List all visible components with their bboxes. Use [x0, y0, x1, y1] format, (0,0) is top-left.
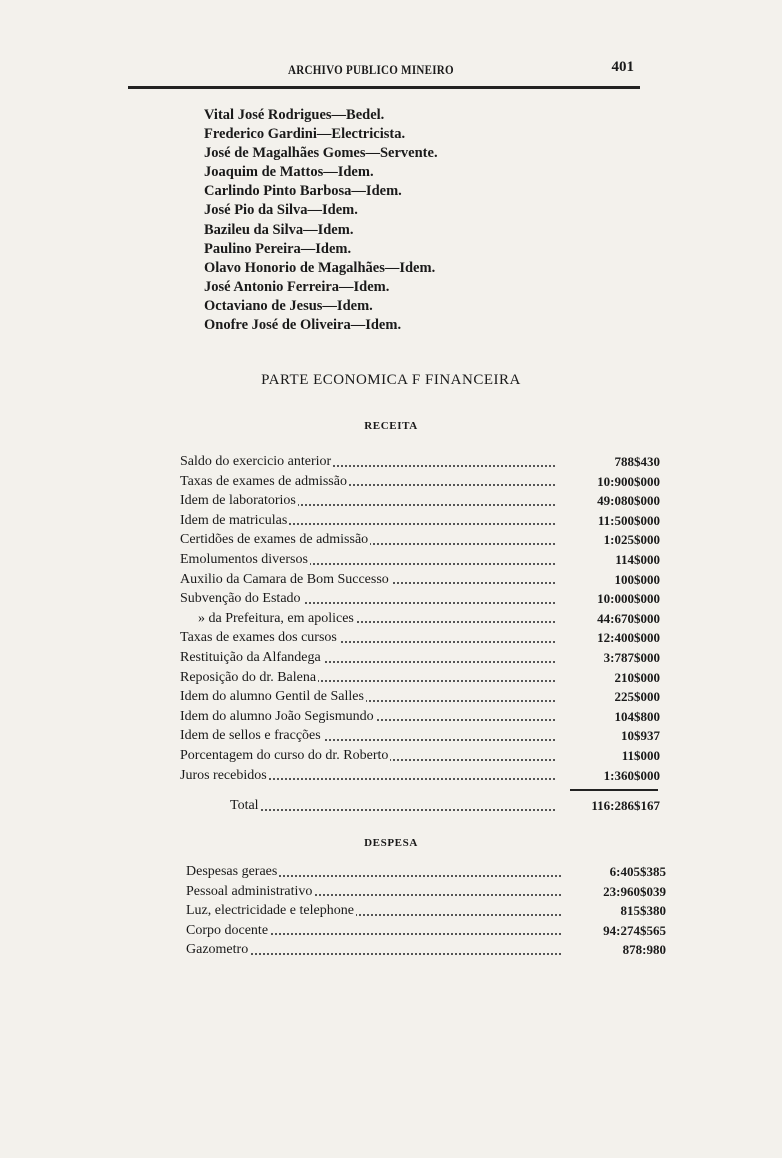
staff-line: José de Magalhães Gomes—Servente. [204, 145, 438, 162]
ledger-value: 23:960$039 [603, 883, 666, 899]
ledger-value: 815$380 [620, 903, 666, 919]
despesa-table [186, 862, 666, 960]
ledger-row [186, 882, 666, 902]
header-rule [128, 86, 640, 89]
staff-line: Olavo Honorio de Magalhães—Idem. [204, 259, 436, 276]
ledger-value: 12:400$000 [597, 630, 660, 646]
ledger-label: » da Prefeitura, em apolices [180, 611, 356, 626]
staff-line: Carlindo Pinto Barbosa—Idem. [204, 183, 402, 200]
ledger-label: Subvenção do Estado [180, 591, 301, 607]
ledger-row [180, 628, 660, 648]
ledger-row [180, 668, 660, 688]
ledger-label: Idem do alumno João Segismundo [180, 708, 374, 724]
ledger-label: Auxilio da Camara de Bom Successo [180, 571, 389, 587]
staff-line: Paulino Pereira—Idem. [204, 240, 352, 257]
ledger-row [180, 589, 660, 609]
ledger-label: Restituição da Alfandega [180, 649, 321, 665]
total-label: Total [180, 798, 261, 813]
ledger-label: Despesas geraes [186, 864, 278, 879]
ledger-row [180, 707, 660, 727]
ledger-label: Juros recebidos [180, 767, 267, 783]
staff-line: Joaquim de Mattos—Idem. [204, 164, 374, 181]
ledger-value: 6:405$385 [609, 864, 666, 879]
ledger-value: 114$000 [615, 551, 660, 567]
staff-line: José Antonio Ferreira—Idem. [204, 278, 390, 295]
page-number: 401 [611, 59, 634, 75]
despesa-heading: DESPESA [364, 837, 418, 849]
total-row [180, 796, 660, 816]
receita-total [180, 796, 660, 816]
ledger-value: 1:360$000 [603, 767, 660, 783]
running-header [128, 58, 638, 82]
ledger-label: Saldo do exercicio anterior [180, 454, 332, 469]
ledger-label: Taxas de exames dos cursos [180, 630, 337, 646]
ledger-row [180, 491, 660, 511]
staff-list [204, 106, 524, 335]
ledger-value: 10:000$000 [597, 591, 660, 607]
ledger-label: Idem de matriculas [180, 512, 288, 528]
ledger-value: 11:500$000 [597, 512, 660, 528]
ledger-value: 10$937 [621, 728, 660, 744]
ledger-row [180, 687, 660, 707]
ledger-label: Emolumentos diversos [180, 551, 308, 567]
ledger-value: 3:787$000 [603, 649, 660, 665]
ledger-row [180, 648, 660, 668]
ledger-row [186, 921, 666, 941]
ledger-row [180, 472, 660, 492]
ledger-row [180, 452, 660, 472]
staff-line: Octaviano de Jesus—Idem. [204, 297, 373, 314]
ledger-row [180, 530, 660, 550]
ledger-label: Idem do alumno Gentil de Salles [180, 689, 364, 705]
ledger-row [180, 570, 660, 590]
ledger-value: 210$000 [614, 669, 660, 685]
ledger-value: 1:025$000 [603, 532, 660, 548]
staff-line: Vital José Rodrigues—Bedel. [204, 107, 385, 123]
ledger-row [180, 609, 660, 629]
ledger-value: 878:980 [622, 942, 666, 958]
receita-table [180, 452, 660, 785]
ledger-value: 788$430 [614, 454, 660, 469]
ledger-value: 104$800 [614, 708, 660, 724]
ledger-value: 11$000 [621, 747, 660, 763]
ledger-label: Corpo docente [186, 922, 269, 938]
ledger-label: Idem de laboratorios [180, 493, 296, 509]
ledger-label: Idem de sellos e fracções [180, 728, 321, 744]
ledger-label: Porcentagem do curso do dr. Roberto [180, 747, 389, 763]
total-value: 116:286$167 [591, 798, 660, 813]
ledger-value: 44:670$000 [597, 610, 660, 626]
ledger-value: 225$000 [614, 689, 660, 705]
staff-line: Onofre José de Oliveira—Idem. [204, 317, 402, 334]
ledger-value: 49:080$000 [597, 493, 660, 509]
ledger-value: 100$000 [614, 571, 660, 587]
ledger-row [186, 862, 666, 882]
staff-line: José Pio da Silva—Idem. [204, 202, 358, 219]
ledger-row [180, 550, 660, 570]
ledger-row [186, 901, 666, 921]
ledger-row [180, 726, 660, 746]
ledger-label: Luz, electricidade e telephone [186, 903, 354, 919]
ledger-row [180, 511, 660, 531]
ledger-row [180, 746, 660, 766]
ledger-label: Gazometro [186, 942, 249, 958]
ledger-row [180, 766, 660, 786]
staff-line: Bazileu da Silva—Idem. [204, 221, 354, 238]
ledger-label: Taxas de exames de admissão [180, 473, 347, 489]
ledger-value: 94:274$565 [603, 922, 666, 938]
receita-heading: RECEITA [364, 420, 418, 432]
ledger-value: 10:900$000 [597, 473, 660, 489]
ledger-label: Pessoal administrativo [186, 883, 313, 899]
section-title: PARTE ECONOMICA F FINANCEIRA [261, 372, 521, 388]
ledger-row [186, 940, 666, 960]
ledger-label: Reposição do dr. Balena [180, 669, 317, 685]
staff-line: Frederico Gardini—Electricista. [204, 126, 406, 143]
journal-title: ARCHIVO PUBLICO MINEIRO [288, 62, 454, 77]
ledger-label: Certidões de exames de admissão [180, 532, 369, 548]
total-rule [570, 789, 658, 791]
